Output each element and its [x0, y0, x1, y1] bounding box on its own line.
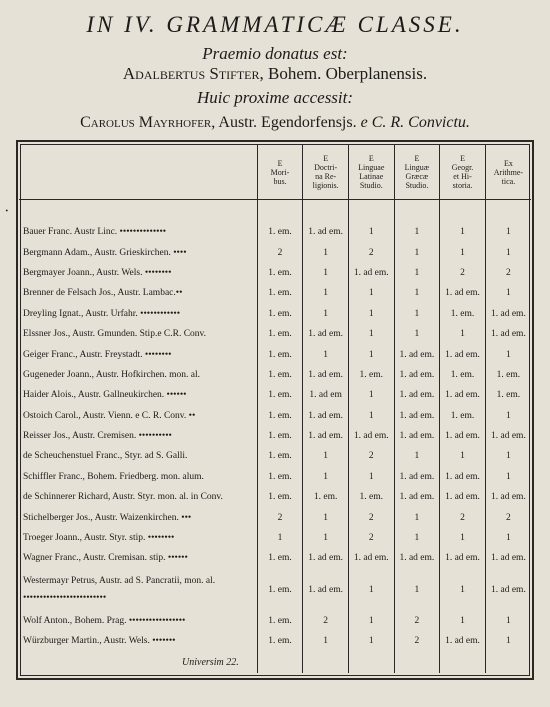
table-header: [19, 145, 531, 200]
table-row: [19, 385, 531, 405]
table-row: [19, 446, 531, 466]
grade-cell: 1: [394, 324, 440, 344]
table-row: [19, 406, 531, 426]
grade-cell: 1: [348, 222, 394, 242]
grade-cell: 1: [485, 528, 531, 548]
grade-cell: 1: [348, 406, 394, 426]
grade-cell: 1. em.: [257, 426, 303, 446]
grade-cell: 1. em.: [257, 304, 303, 324]
grade-cell: 1: [440, 446, 486, 466]
grade-cell: 2: [440, 507, 486, 527]
grade-cell: 1. ad em: [303, 385, 349, 405]
column-label: Linguæ Græcæ Studio.: [404, 163, 430, 190]
grade-cell: 1. em.: [257, 283, 303, 303]
total-count: Universim 22.: [182, 656, 239, 668]
column-prefix: E: [414, 154, 420, 163]
student-name: Bergmann Adam., Austr. Grieskirchen. ••••: [23, 247, 187, 258]
grade-cell: 1. ad em.: [440, 548, 486, 568]
grade-cell: 1: [485, 406, 531, 426]
grade-cell: 1: [485, 631, 531, 651]
grade-cell: 1: [348, 631, 394, 651]
grade-cell: 2: [348, 242, 394, 262]
class-title: IN IV. GRAMMATICÆ CLASSE.: [86, 12, 464, 37]
grade-cell: 1: [303, 263, 349, 283]
grade-cell: 1: [303, 446, 349, 466]
grade-cell: 1: [303, 467, 349, 487]
spacer-row: [19, 200, 531, 223]
table-row: [19, 467, 531, 487]
grade-cell: 1. ad em.: [440, 487, 486, 507]
empty-cell: [485, 651, 531, 673]
grade-cell: 1: [485, 242, 531, 262]
grade-cell: 1. ad em.: [440, 385, 486, 405]
grade-cell: 1. em.: [257, 344, 303, 364]
grade-cell: 1: [440, 611, 486, 631]
student-name: Würzburger Martin., Austr. Wels. •••••••: [23, 636, 176, 647]
grade-cell: 2: [485, 263, 531, 283]
grade-cell: 1. em.: [348, 487, 394, 507]
grade-cell: 1. ad em.: [485, 304, 531, 324]
table-row: [19, 283, 531, 303]
grade-cell: 1. ad em.: [303, 365, 349, 385]
grade-cell: 1: [440, 528, 486, 548]
empty-cell: [394, 651, 440, 673]
grade-cell: 2: [348, 446, 394, 466]
column-header: [257, 145, 303, 200]
table-row: [19, 611, 531, 631]
column-label: Arithme- tica.: [493, 167, 524, 186]
grade-cell: 1. ad em.: [394, 487, 440, 507]
column-label: Mori- bus.: [270, 167, 290, 186]
grade-cell: 1: [485, 611, 531, 631]
grade-cell: 1. ad em.: [303, 222, 349, 242]
grade-cell: 1: [348, 344, 394, 364]
column-header: [348, 145, 394, 200]
grade-cell: 1: [348, 611, 394, 631]
grade-cell: 1: [394, 304, 440, 324]
empty-cell: [440, 651, 486, 673]
student-name: de Schinnerer Richard, Austr. Styr. mon. al. in Conv.: [23, 492, 223, 503]
grade-cell: 1: [394, 507, 440, 527]
grade-cell: 2: [257, 242, 303, 262]
grade-cell: 1: [348, 385, 394, 405]
grade-cell: 1: [394, 263, 440, 283]
grade-cell: 2: [257, 507, 303, 527]
column-header: [394, 145, 440, 200]
table-row: [19, 569, 531, 611]
grade-cell: 1: [303, 528, 349, 548]
grade-cell: 1: [303, 304, 349, 324]
grade-cell: 1. ad em.: [440, 467, 486, 487]
grade-cell: 1: [348, 324, 394, 344]
grade-cell: 1. ad em.: [440, 283, 486, 303]
grade-cell: 1. ad em.: [440, 631, 486, 651]
student-name: Haider Alois., Austr. Gallneukirchen. ••••••: [23, 390, 187, 401]
grade-cell: 1. em.: [440, 406, 486, 426]
grade-cell: 1. em.: [440, 365, 486, 385]
runner-line: [0, 114, 550, 132]
student-name: Ostoich Carol., Austr. Vienn. e C. R. Conv. ••: [23, 410, 196, 421]
grade-cell: 1. em.: [348, 365, 394, 385]
grade-cell: 1. em.: [257, 222, 303, 242]
student-name: Troeger Joann., Austr. Styr. stip. ••••••••: [23, 533, 175, 544]
grade-cell: 1. em.: [257, 263, 303, 283]
grade-cell: 1. em.: [303, 487, 349, 507]
table-row: [19, 487, 531, 507]
grade-cell: 1: [303, 242, 349, 262]
empty-cell: [348, 651, 394, 673]
table-row: [19, 324, 531, 344]
grade-cell: 1: [348, 569, 394, 611]
student-name: Geiger Franc., Austr. Freystadt. ••••••••: [23, 349, 172, 360]
total-row: [19, 651, 531, 673]
table-row: [19, 528, 531, 548]
column-header: [440, 145, 486, 200]
grade-cell: 1. em.: [257, 487, 303, 507]
grade-cell: 1: [485, 344, 531, 364]
grade-cell: 2: [348, 528, 394, 548]
grade-cell: 1: [485, 283, 531, 303]
grade-cell: 1: [303, 344, 349, 364]
grade-cell: 1. em.: [257, 365, 303, 385]
grade-cell: 1: [394, 283, 440, 303]
table-body: [19, 200, 531, 674]
grade-cell: 2: [394, 631, 440, 651]
grade-cell: 1: [440, 324, 486, 344]
header-name: [19, 145, 257, 200]
grade-cell: 1. ad em.: [485, 426, 531, 446]
grade-cell: 1. ad em.: [303, 569, 349, 611]
column-prefix: Ex: [503, 158, 513, 168]
grade-cell: 1. ad em.: [394, 365, 440, 385]
praemio-label: Praemio donatus est:: [202, 44, 348, 63]
grade-cell: 1. em.: [257, 446, 303, 466]
student-name: Bergmayer Joann., Austr. Wels. ••••••••: [23, 267, 172, 278]
student-name: Stichelberger Jos., Austr. Waizenkirchen. •••: [23, 512, 192, 523]
grade-cell: 1: [348, 283, 394, 303]
grade-cell: 1. em.: [257, 385, 303, 405]
empty-cell: [303, 651, 349, 673]
grade-cell: 1. em.: [257, 569, 303, 611]
grade-cell: 1. ad em.: [348, 548, 394, 568]
grade-cell: 1. ad em.: [394, 385, 440, 405]
column-prefix: E: [323, 154, 329, 163]
grade-cell: 1. em.: [485, 365, 531, 385]
margin-mark: •: [5, 208, 9, 215]
column-label: Linguae Latinae Studio.: [358, 163, 385, 190]
grade-cell: 1: [485, 222, 531, 242]
table-row: [19, 507, 531, 527]
table-row: [19, 222, 531, 242]
student-name: Dreyling Ignat., Austr. Urfahr. ••••••••••••: [23, 308, 181, 319]
grade-cell: 1: [348, 467, 394, 487]
student-name: Wolf Anton., Bohem. Prag. •••••••••••••••••: [23, 615, 186, 626]
grade-cell: 1. em.: [257, 631, 303, 651]
runner-origin: , Austr. Egendorfensjs.: [211, 114, 361, 131]
grade-cell: 1. ad em.: [394, 467, 440, 487]
grade-cell: 1. ad em.: [440, 344, 486, 364]
grade-cell: 1: [440, 242, 486, 262]
grade-cell: 1: [394, 222, 440, 242]
column-prefix: E: [368, 154, 374, 163]
table-row: [19, 344, 531, 364]
grade-cell: 1. em.: [257, 467, 303, 487]
grade-cell: 1: [440, 222, 486, 242]
student-name: de Scheuchenstuel Franc., Styr. ad S. Galli.: [23, 451, 188, 462]
runner-convict: e C. R. Convictu.: [360, 114, 470, 131]
grade-cell: 2: [303, 611, 349, 631]
grade-cell: 1: [394, 569, 440, 611]
grade-cell: 1: [485, 467, 531, 487]
student-name: Schiffler Franc., Bohem. Friedberg. mon. alum.: [23, 471, 204, 482]
grade-cell: 1. ad em.: [303, 406, 349, 426]
column-header: [485, 145, 531, 200]
student-name: Brenner de Felsach Jos., Austr. Lambac.••: [23, 288, 183, 299]
table-row: [19, 304, 531, 324]
grade-cell: 1. em.: [257, 611, 303, 631]
column-header: [303, 145, 349, 200]
grade-cell: 1: [303, 631, 349, 651]
column-prefix: E: [460, 154, 465, 163]
grade-cell: 1. em.: [257, 548, 303, 568]
grade-cell: 1: [485, 446, 531, 466]
proxime-label: Huic proxime accessit:: [196, 88, 354, 107]
grade-cell: 1. em.: [257, 324, 303, 344]
student-name: Westermayr Petrus, Austr. ad S. Pancratii, mon. al. •••••••••••••••••••••••••: [23, 575, 216, 603]
grade-cell: 1. ad em.: [394, 548, 440, 568]
grade-cell: 1. ad em.: [485, 548, 531, 568]
grade-cell: 2: [348, 507, 394, 527]
grade-cell: 2: [485, 507, 531, 527]
grade-cell: 1. ad em.: [485, 324, 531, 344]
grade-cell: 1. ad em.: [394, 426, 440, 446]
grade-cell: 1. ad em.: [348, 263, 394, 283]
grade-cell: 1: [303, 283, 349, 303]
grade-cell: 1. ad em.: [394, 406, 440, 426]
grade-cell: 1. ad em.: [303, 426, 349, 446]
table-row: [19, 426, 531, 446]
table-row: [19, 631, 531, 651]
table-row: [19, 548, 531, 568]
winner-line: [0, 64, 550, 84]
table-row: [19, 242, 531, 262]
grade-cell: 1: [440, 569, 486, 611]
grade-cell: 2: [394, 611, 440, 631]
grades-table: [19, 145, 531, 673]
table-row: [19, 365, 531, 385]
grade-cell: 1: [348, 304, 394, 324]
empty-cell: [257, 651, 303, 673]
column-label: Geogr. et Hi- storia.: [451, 163, 474, 190]
grade-cell: 2: [440, 263, 486, 283]
grade-cell: 1: [394, 446, 440, 466]
winner-name: Adalbertus Stifter: [122, 64, 260, 83]
student-name: Reisser Jos., Austr. Cremisen. ••••••••••: [23, 431, 172, 442]
grade-cell: 1: [394, 242, 440, 262]
column-label: Doctri- na Re- ligionis.: [312, 163, 339, 190]
student-name: Elssner Jos., Austr. Gmunden. Stip.e C.R. Conv.: [23, 329, 207, 340]
grade-cell: 1. ad em.: [485, 487, 531, 507]
grade-cell: 1. em.: [257, 406, 303, 426]
student-name: Wagner Franc., Austr. Cremisan. stip. ••••••: [23, 553, 188, 564]
column-prefix: E: [277, 158, 283, 168]
grade-cell: 1. em.: [440, 304, 486, 324]
grade-cell: 1. ad em.: [440, 426, 486, 446]
table-row: [19, 263, 531, 283]
grade-cell: 1: [257, 528, 303, 548]
student-name: Gugeneder Joann., Austr. Hofkirchen. mon. al.: [23, 369, 201, 380]
grade-cell: 1. ad em.: [348, 426, 394, 446]
grade-cell: 1. ad em.: [485, 569, 531, 611]
student-name: Bauer Franc. Austr Linc. ••••••••••••••: [23, 227, 167, 238]
grade-cell: 1. ad em.: [303, 548, 349, 568]
grade-cell: 1. ad em.: [394, 344, 440, 364]
winner-origin: , Bohem. Oberplanensis.: [259, 64, 428, 83]
grade-cell: 1: [394, 528, 440, 548]
grade-cell: 1. em.: [485, 385, 531, 405]
grade-cell: 1: [303, 507, 349, 527]
runner-name: Carolus Mayrhofer: [80, 114, 212, 131]
grade-cell: 1. ad em.: [303, 324, 349, 344]
